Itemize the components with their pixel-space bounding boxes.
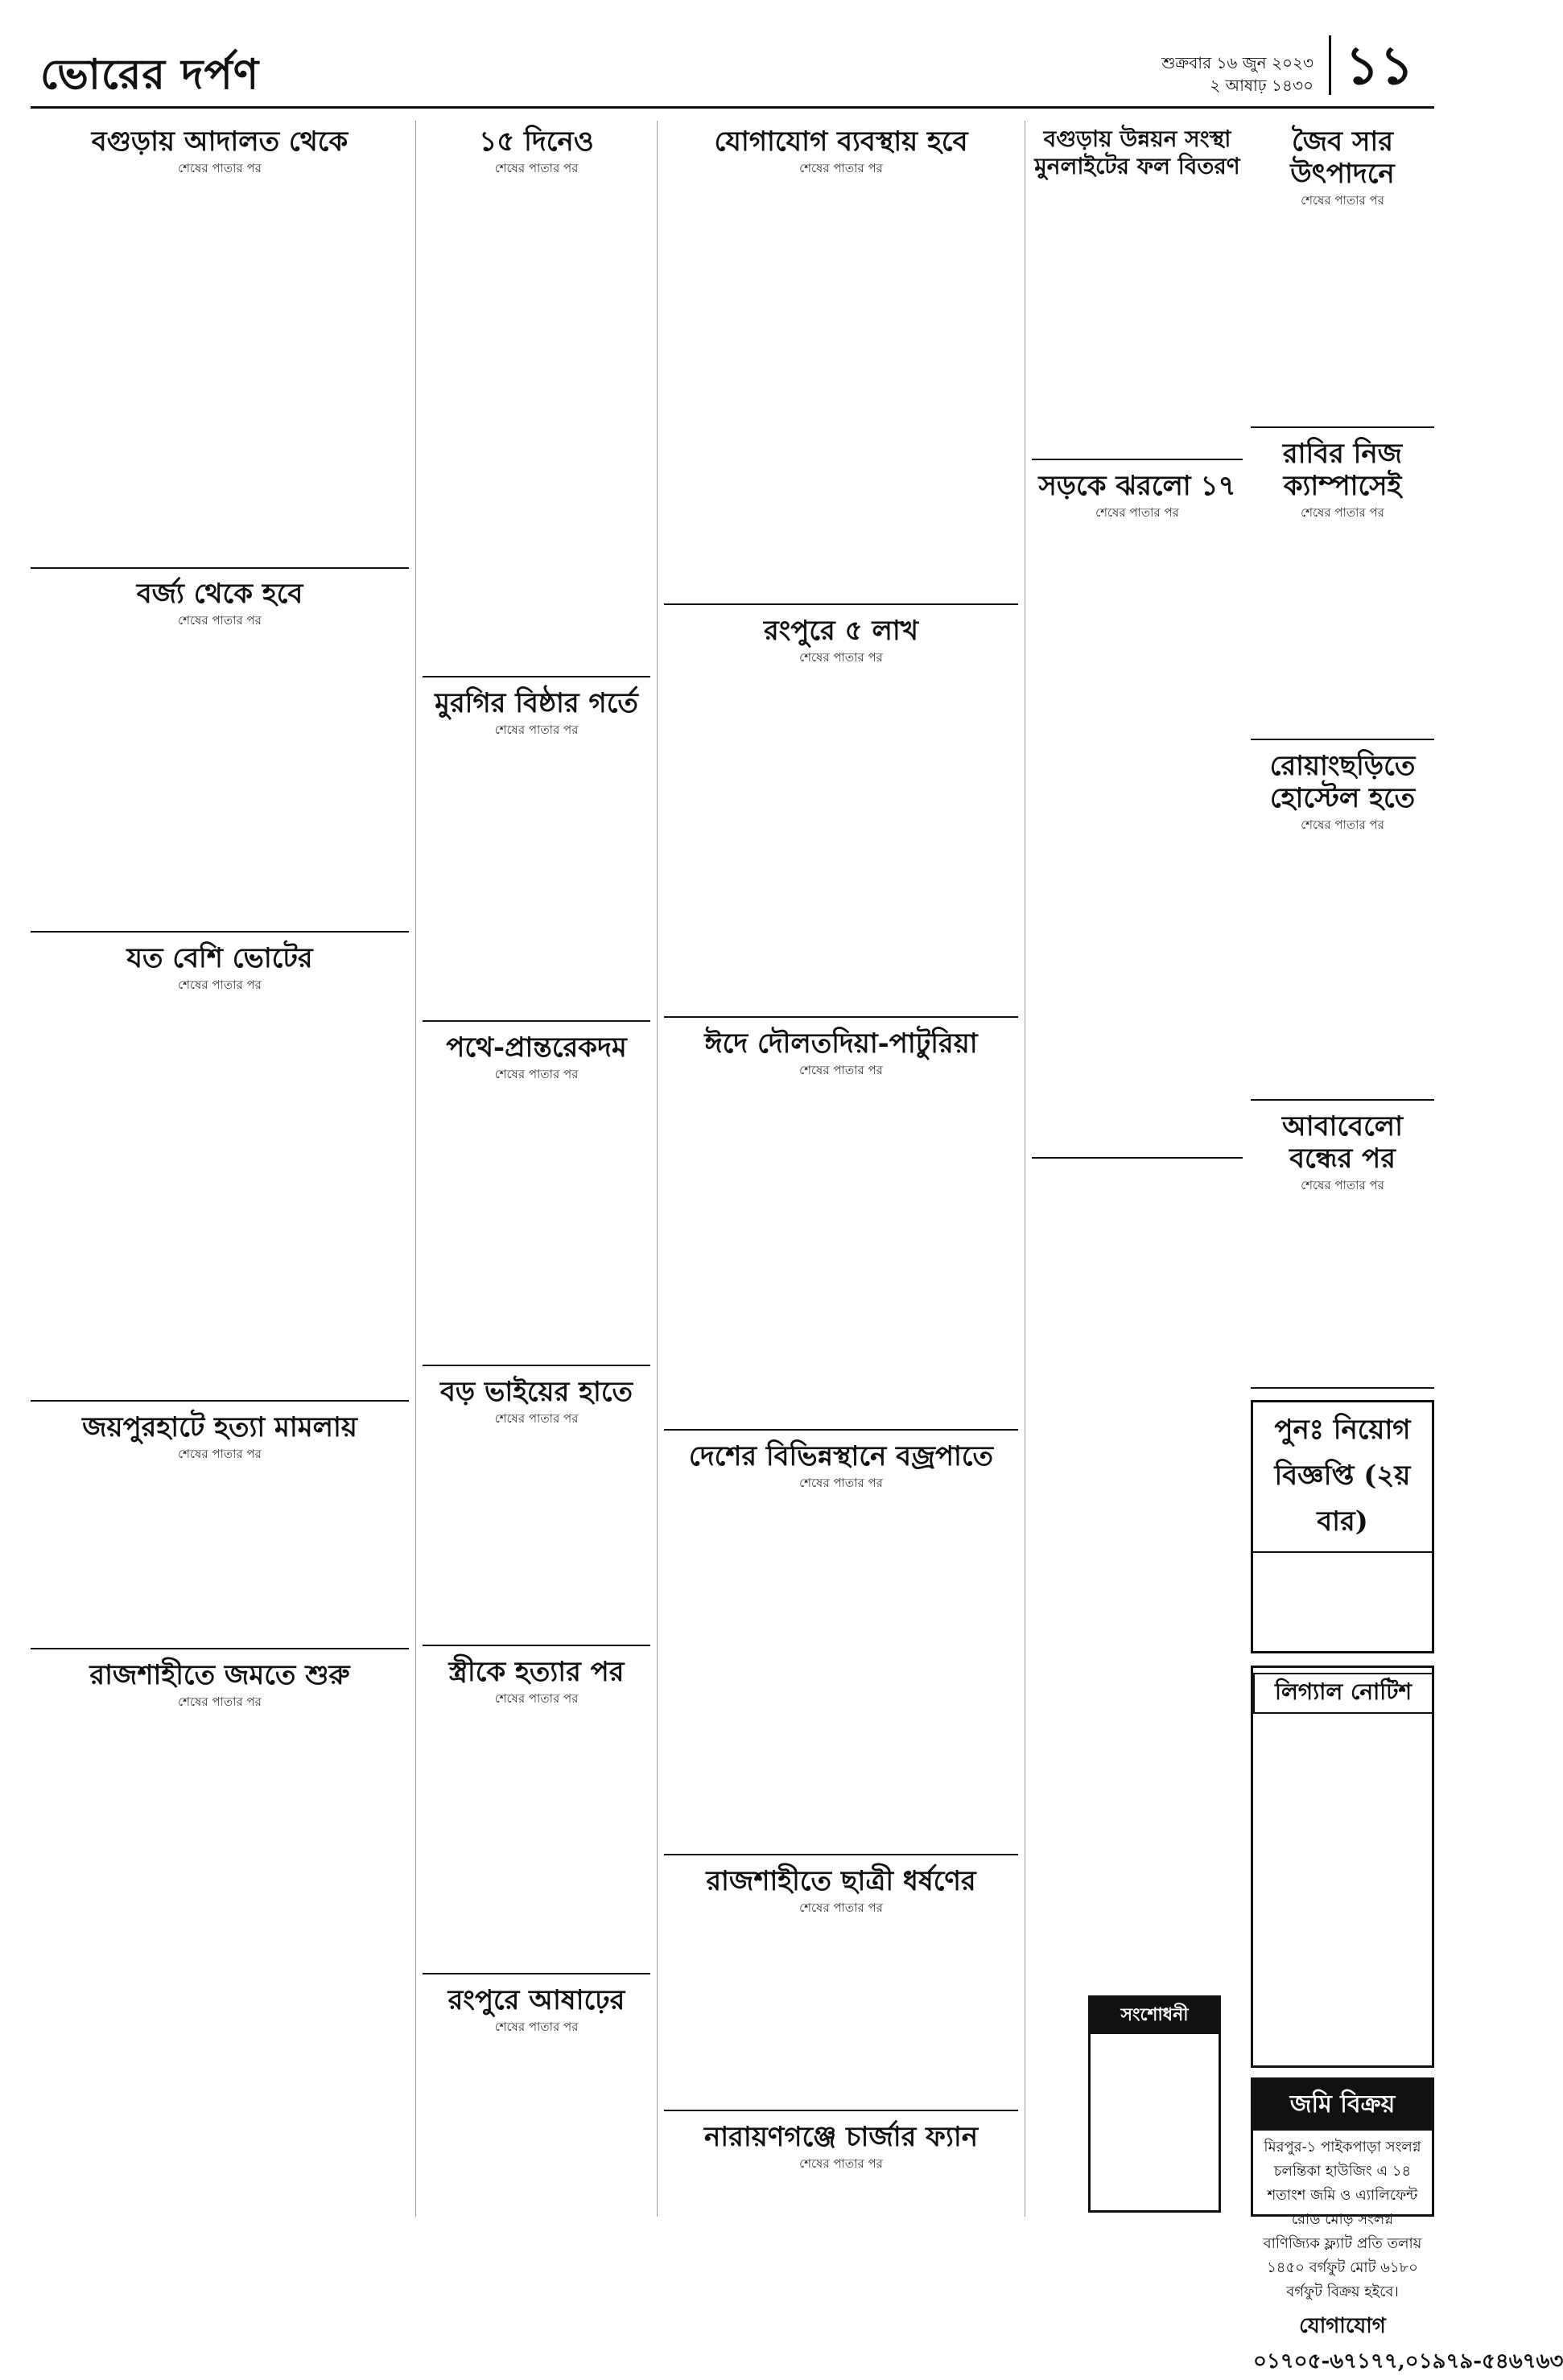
article-title: নারায়ণগঞ্জে চার্জার ফ্যান xyxy=(703,2121,979,2153)
article-bio-fertilizer xyxy=(1251,121,1434,428)
article-title: জয়পুরহাটে হত্যা মামলায় xyxy=(82,1411,357,1443)
continued-label: শেষের পাতার পর xyxy=(799,1900,883,1915)
article-frontier xyxy=(423,1027,650,1366)
continued-label: শেষের পাতার পর xyxy=(1301,505,1384,520)
land-sale-text: মিরপুর-১ পাইকপাড়া সংলগ্ন চলন্তিকা হাউজিং এ ১৪ শতাংশ জমি ও এ্যালিফেন্ট রোড মোড় সংলগ্ন বাণিজ্যিক ফ্ল্যাট প্রতি তলায় ১৪৫০ বর্গফুট মোট ৬১৮০ বর্গফুট বিক্রয় হইবে। xyxy=(1263,2139,1422,2300)
article-rangpur-ashar xyxy=(423,1979,650,2221)
article-title: বর্জ্য থেকে হবে xyxy=(136,578,303,610)
article-title: পথে-প্রান্তরেকদম xyxy=(446,1031,627,1064)
column-1 xyxy=(31,121,409,2217)
continued-label: শেষের পাতার পর xyxy=(178,1694,262,1709)
land-sale-contact-label: যোগাযোগ xyxy=(1299,2314,1386,2338)
article-fifteen-days xyxy=(423,121,650,677)
article-brother xyxy=(423,1371,650,1646)
column-3 xyxy=(664,121,1018,2217)
continued-label: শেষের পাতার পর xyxy=(178,1447,262,1461)
article-rajshahi-student xyxy=(664,1860,1018,2111)
newspaper-logo: ভোরের দর্পণ xyxy=(40,50,260,99)
article-rowshanchari xyxy=(1251,745,1434,1101)
continued-label: শেষের পাতার পর xyxy=(1301,1178,1384,1192)
issue-date xyxy=(1161,51,1313,97)
land-sale-title: জমি বিক্রয় xyxy=(1253,2080,1432,2131)
correction-text xyxy=(1091,2034,1219,2044)
article-title: স্ত্রীকে হত্যার পর xyxy=(448,1656,625,1688)
article-title: জৈব সার উৎপাদনে xyxy=(1290,126,1395,190)
correction-title: সংশোধনী xyxy=(1091,1998,1219,2034)
recruitment-text xyxy=(1253,1553,1432,1563)
continued-label: শেষের পাতার পর xyxy=(178,161,262,175)
continued-label: শেষের পাতার পর xyxy=(799,2156,883,2171)
article-narayanganj xyxy=(664,2116,1018,2217)
legal-notice-text xyxy=(1253,1719,1432,1728)
article-eid-patuaria xyxy=(664,1023,1018,1431)
continued-label: শেষের পাতার পর xyxy=(799,161,883,175)
article-wife xyxy=(423,1651,650,1974)
recruitment-title: পুনঃ নিয়োগ বিজ্ঞপ্তি (২য় বার) xyxy=(1253,1409,1432,1553)
article-rabi-campus xyxy=(1251,433,1434,740)
article-rangpur-5lakh xyxy=(664,610,1018,1018)
continued-label: শেষের পাতার পর xyxy=(799,650,883,665)
article-poultry xyxy=(423,682,650,1022)
article-lightning xyxy=(664,1435,1018,1855)
continued-label: শেষের পাতার পর xyxy=(799,1476,883,1490)
continued-label: শেষের পাতার পর xyxy=(178,613,262,628)
article-bogura-dev xyxy=(1032,121,1243,460)
article-joypurhat xyxy=(31,1406,409,1649)
article-title: মুরগির বিষ্ঠার গর্তে xyxy=(435,687,638,719)
page-number: ১১ xyxy=(1329,35,1428,95)
masthead xyxy=(31,0,1434,109)
continued-label: শেষের পাতার পর xyxy=(1301,193,1384,208)
article-title: বগুড়ায় উন্নয়ন সংস্থা মুনলাইটের ফল বিতরণ xyxy=(1034,126,1240,179)
article-title: আবাবেলো বন্ধের পর xyxy=(1282,1110,1403,1175)
article-title: রংপুরে আষাঢ়ের xyxy=(447,1984,625,2016)
recruitment-notice xyxy=(1251,1400,1434,1653)
article-title: ১৫ দিনেও xyxy=(479,126,594,158)
land-sale-phone: ০১৭০৫-৬৭১৭৭,০১৯৭৯-৫৪৬৭৬৩ xyxy=(1253,2349,1563,2374)
continued-label: শেষের পাতার পর xyxy=(494,2020,579,2034)
legal-notice-title: লিগ্যাল নোটিশ xyxy=(1253,1673,1433,1714)
article-title: রাবির নিজ ক্যাম্পাসেই xyxy=(1282,438,1403,502)
issue-date-bengali: ২ আষাঢ় ১৪৩০ xyxy=(1210,76,1313,95)
article-bogura-court xyxy=(31,121,409,569)
correction-notice xyxy=(1088,1995,1221,2213)
issue-date-gregorian: শুক্রবার ১৬ জুন ২০২৩ xyxy=(1161,53,1313,72)
continued-label: শেষের পাতার পর xyxy=(1301,817,1384,832)
article-title: রোয়াংছড়িতে হোস্টেল হতে xyxy=(1269,750,1416,814)
continued-label: শেষের পাতার পর xyxy=(494,723,579,737)
article-title: ঈদে দৌলতদিয়া-পাটুরিয়া xyxy=(704,1027,978,1060)
continued-label: শেষের পাতার পর xyxy=(494,161,579,175)
article-road-accident xyxy=(1032,465,1243,1159)
continued-label: শেষের পাতার পর xyxy=(494,1411,579,1426)
article-waste xyxy=(31,573,409,933)
continued-label: শেষের পাতার পর xyxy=(494,1691,579,1706)
article-title: বগুড়ায় আদালত থেকে xyxy=(91,126,348,158)
continued-label: শেষের পাতার পর xyxy=(799,1063,883,1077)
article-votes xyxy=(31,937,409,1402)
article-title: দেশের বিভিন্নস্থানে বজ্রপাতে xyxy=(688,1440,994,1472)
article-rajshahi-jamat xyxy=(31,1654,409,2221)
article-title: বড় ভাইয়ের হাতে xyxy=(439,1376,633,1408)
article-communication xyxy=(664,121,1018,605)
article-title: রাজশাহীতে ছাত্রী ধর্ষণের xyxy=(706,1865,976,1897)
continued-label: শেষের পাতার পর xyxy=(1095,505,1179,520)
columns xyxy=(31,121,1563,2374)
article-residential xyxy=(1251,1106,1434,1389)
land-sale-ad xyxy=(1251,2077,1563,2374)
column-4 xyxy=(1032,121,1563,2374)
legal-notice xyxy=(1251,1666,1434,2068)
article-title: রাজশাহীতে জমতে শুরু xyxy=(89,1659,350,1691)
article-title: সড়কে ঝরলো ১৭ xyxy=(1038,470,1236,502)
article-title: যত বেশি ভোটের xyxy=(126,942,313,974)
article-title: যোগাযোগ ব্যবস্থায় হবে xyxy=(714,126,968,158)
continued-label: শেষের পাতার পর xyxy=(494,1067,579,1081)
column-2 xyxy=(423,121,650,2217)
article-title: রংপুরে ৫ লাখ xyxy=(763,615,919,647)
continued-label: শেষের পাতার পর xyxy=(178,978,262,992)
